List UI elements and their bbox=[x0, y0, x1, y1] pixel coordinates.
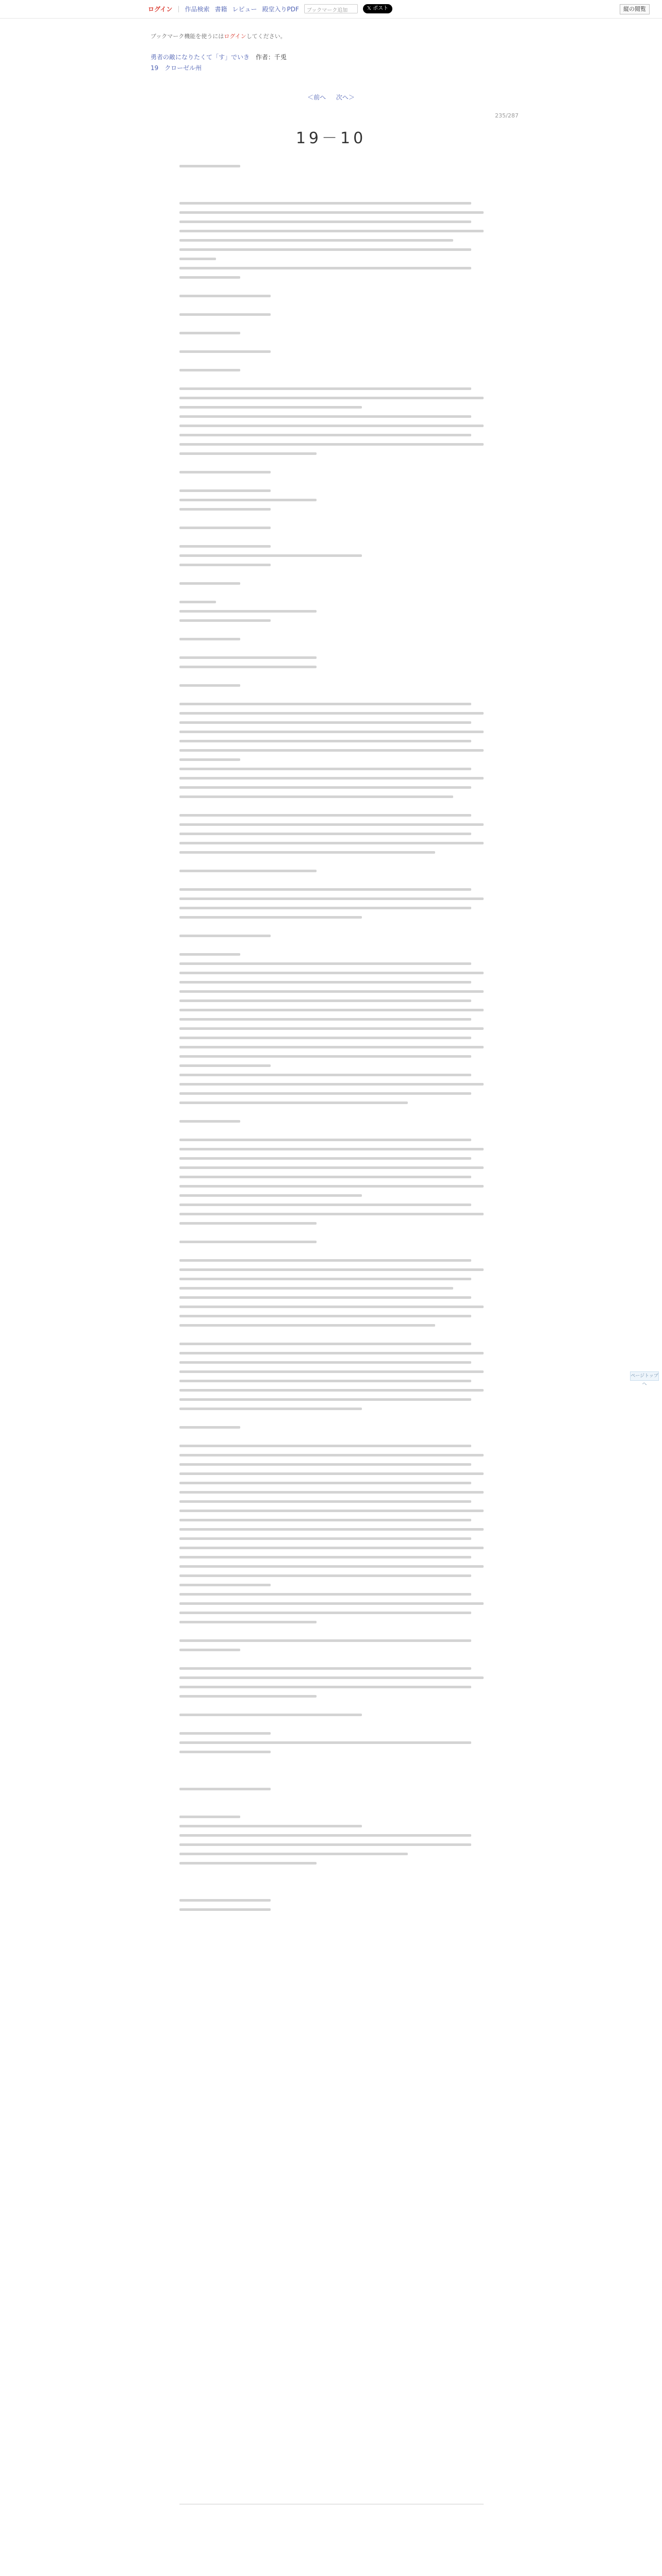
text-line bbox=[179, 582, 240, 585]
text-line bbox=[179, 1241, 317, 1243]
text-line bbox=[179, 295, 271, 297]
text-line bbox=[179, 1120, 240, 1123]
text-line bbox=[179, 1018, 471, 1021]
text-line bbox=[179, 221, 471, 223]
text-line bbox=[179, 239, 453, 242]
text-line bbox=[179, 1510, 484, 1512]
login-link[interactable]: ログイン bbox=[148, 5, 173, 13]
text-line bbox=[179, 1204, 471, 1206]
text-line bbox=[179, 786, 471, 789]
text-line bbox=[179, 564, 271, 566]
text-line bbox=[179, 795, 453, 798]
text-line bbox=[179, 1741, 471, 1744]
text-line bbox=[179, 1519, 471, 1521]
top-pager bbox=[0, 93, 662, 101]
text-line bbox=[179, 1166, 484, 1169]
text-line bbox=[179, 1491, 484, 1494]
series-title-link[interactable]: 勇者の敵になりたくて「す」でいき bbox=[151, 54, 250, 61]
text-line bbox=[179, 1537, 471, 1540]
series-line bbox=[151, 53, 511, 61]
text-line bbox=[179, 1139, 471, 1141]
text-line bbox=[179, 833, 471, 835]
text-line bbox=[179, 1445, 471, 1447]
text-line bbox=[179, 749, 484, 752]
text-line bbox=[179, 1621, 317, 1623]
text-line bbox=[179, 230, 484, 232]
text-line bbox=[179, 666, 317, 668]
text-line bbox=[179, 1296, 471, 1299]
text-line bbox=[179, 1027, 484, 1030]
text-line bbox=[179, 1908, 271, 1911]
text-line bbox=[179, 1370, 484, 1373]
prev-link[interactable]: ＜前へ bbox=[307, 94, 326, 101]
text-line bbox=[179, 1816, 240, 1818]
text-line bbox=[179, 619, 271, 622]
text-line bbox=[179, 972, 484, 974]
text-line bbox=[179, 452, 317, 455]
text-line bbox=[179, 731, 484, 733]
nav-pdf[interactable]: 殿堂入りPDF bbox=[262, 5, 299, 13]
text-line bbox=[179, 684, 240, 687]
text-line bbox=[179, 953, 240, 956]
text-line bbox=[179, 1695, 317, 1698]
text-line bbox=[179, 768, 471, 770]
text-line bbox=[179, 1593, 471, 1596]
notice-text: ブックマーク機能を使うには bbox=[151, 33, 224, 40]
nav-search[interactable]: 作品検索 bbox=[185, 5, 210, 13]
text-line bbox=[179, 1315, 471, 1317]
text-line bbox=[179, 1482, 471, 1484]
bookmark-add-box[interactable]: ブックマーク追加 bbox=[304, 4, 358, 13]
page-number: 235/287 bbox=[495, 112, 519, 119]
text-line bbox=[179, 1547, 484, 1549]
text-line bbox=[179, 656, 317, 659]
text-line bbox=[179, 1352, 484, 1354]
text-line bbox=[179, 814, 471, 817]
text-line bbox=[179, 1194, 362, 1197]
text-line bbox=[179, 1612, 471, 1614]
text-line bbox=[179, 1862, 317, 1865]
text-line bbox=[179, 1853, 408, 1855]
page-top-button[interactable]: ページトップへ bbox=[630, 1371, 659, 1381]
text-line bbox=[179, 1259, 471, 1262]
text-line bbox=[179, 276, 240, 279]
text-line bbox=[179, 1843, 471, 1846]
text-line bbox=[179, 248, 471, 251]
text-line bbox=[179, 1667, 471, 1670]
text-line bbox=[179, 415, 471, 418]
text-line bbox=[179, 443, 484, 446]
text-line bbox=[179, 842, 484, 844]
text-line bbox=[179, 545, 271, 548]
text-line bbox=[179, 1037, 471, 1039]
text-line bbox=[179, 165, 240, 167]
text-line bbox=[179, 369, 240, 371]
text-line bbox=[179, 703, 471, 705]
text-line bbox=[179, 1714, 362, 1716]
x-icon: 𝕏 bbox=[367, 6, 373, 11]
text-line bbox=[179, 406, 362, 409]
text-line bbox=[179, 712, 484, 715]
bookmark-notice bbox=[151, 32, 511, 40]
text-line bbox=[179, 1361, 471, 1364]
text-line bbox=[179, 1584, 271, 1586]
text-line bbox=[179, 1343, 471, 1345]
text-line bbox=[179, 935, 271, 937]
text-line bbox=[179, 981, 471, 984]
author-link[interactable]: 作者：千兎 bbox=[255, 54, 287, 61]
text-line bbox=[179, 907, 471, 909]
text-line bbox=[179, 999, 471, 1002]
novel-header bbox=[151, 32, 511, 72]
text-line bbox=[179, 1649, 240, 1651]
text-line bbox=[179, 1083, 484, 1086]
text-line bbox=[179, 740, 471, 742]
text-line bbox=[179, 1389, 484, 1392]
text-line bbox=[179, 332, 240, 334]
text-line bbox=[179, 870, 317, 872]
text-line bbox=[179, 962, 471, 965]
text-line bbox=[179, 638, 240, 640]
text-line bbox=[179, 258, 216, 260]
text-line bbox=[179, 1899, 271, 1902]
text-line bbox=[179, 1092, 471, 1095]
novel-body bbox=[179, 165, 484, 1918]
text-line bbox=[179, 721, 471, 724]
text-line bbox=[179, 897, 484, 900]
text-line bbox=[179, 1306, 484, 1308]
top-nav bbox=[148, 4, 392, 13]
text-line bbox=[179, 1602, 484, 1605]
text-line bbox=[179, 1148, 484, 1150]
text-line bbox=[179, 425, 484, 427]
nav-books[interactable]: 書籍 bbox=[214, 5, 227, 13]
episode-title: 19－10 bbox=[295, 129, 367, 147]
nav-separator: | bbox=[177, 5, 180, 12]
text-line bbox=[179, 823, 484, 826]
text-line bbox=[179, 1064, 271, 1067]
text-line bbox=[179, 1398, 471, 1401]
text-line bbox=[179, 313, 271, 316]
text-line bbox=[179, 1751, 271, 1753]
text-line bbox=[179, 1565, 484, 1568]
text-line bbox=[179, 1287, 453, 1290]
text-line bbox=[179, 434, 471, 436]
text-line bbox=[179, 471, 271, 473]
text-line bbox=[179, 1528, 484, 1531]
text-line bbox=[179, 1185, 484, 1188]
text-line bbox=[179, 1055, 471, 1058]
text-line bbox=[179, 601, 216, 603]
text-line bbox=[179, 777, 484, 779]
text-line bbox=[179, 1639, 471, 1642]
next-link[interactable]: 次へ＞ bbox=[336, 94, 355, 101]
text-line bbox=[179, 1074, 471, 1076]
text-line bbox=[179, 851, 435, 854]
text-line bbox=[179, 1676, 484, 1679]
text-line bbox=[179, 397, 484, 399]
text-line bbox=[179, 527, 271, 529]
text-line bbox=[179, 916, 362, 919]
text-line bbox=[179, 1222, 317, 1225]
text-line bbox=[179, 1268, 484, 1271]
text-line bbox=[179, 758, 240, 761]
text-line bbox=[179, 1574, 471, 1577]
text-line bbox=[179, 1324, 435, 1327]
text-line bbox=[179, 1380, 471, 1382]
text-line bbox=[179, 1101, 408, 1104]
text-line bbox=[179, 1213, 484, 1215]
text-line bbox=[179, 1157, 471, 1160]
text-line bbox=[179, 1834, 471, 1837]
text-line bbox=[179, 350, 271, 353]
text-line bbox=[179, 1732, 271, 1735]
text-line bbox=[179, 1046, 484, 1048]
x-post-button[interactable] bbox=[363, 4, 392, 13]
notice-tail: してください。 bbox=[246, 33, 286, 40]
text-line bbox=[179, 1278, 471, 1280]
text-line bbox=[179, 267, 471, 269]
text-line bbox=[179, 990, 484, 993]
nav-review[interactable]: レビュー bbox=[232, 5, 257, 13]
text-line bbox=[179, 1426, 240, 1429]
text-line bbox=[179, 499, 317, 501]
text-line bbox=[179, 1009, 484, 1011]
vertical-view-button[interactable]: 縦の閲覧 bbox=[620, 4, 650, 14]
text-line bbox=[179, 1472, 484, 1475]
text-line bbox=[179, 1686, 471, 1688]
text-line bbox=[179, 508, 271, 511]
text-line bbox=[179, 1176, 471, 1178]
text-line bbox=[179, 1408, 362, 1410]
text-line bbox=[179, 211, 484, 214]
text-line bbox=[179, 489, 271, 492]
text-line bbox=[179, 1463, 471, 1466]
text-line bbox=[179, 610, 317, 613]
text-line bbox=[179, 1454, 484, 1456]
text-line bbox=[179, 888, 471, 891]
text-line bbox=[179, 387, 471, 390]
text-line bbox=[179, 1500, 471, 1503]
text-line bbox=[179, 1556, 471, 1558]
chapter-title: 19 クローゼル州 bbox=[151, 64, 202, 72]
text-line bbox=[179, 202, 471, 205]
x-post-label: ポスト bbox=[373, 6, 389, 11]
top-bar bbox=[0, 0, 662, 19]
text-line bbox=[179, 554, 362, 557]
text-line bbox=[179, 1788, 271, 1790]
notice-login-link[interactable]: ログイン bbox=[224, 33, 246, 40]
text-line bbox=[179, 1825, 362, 1827]
